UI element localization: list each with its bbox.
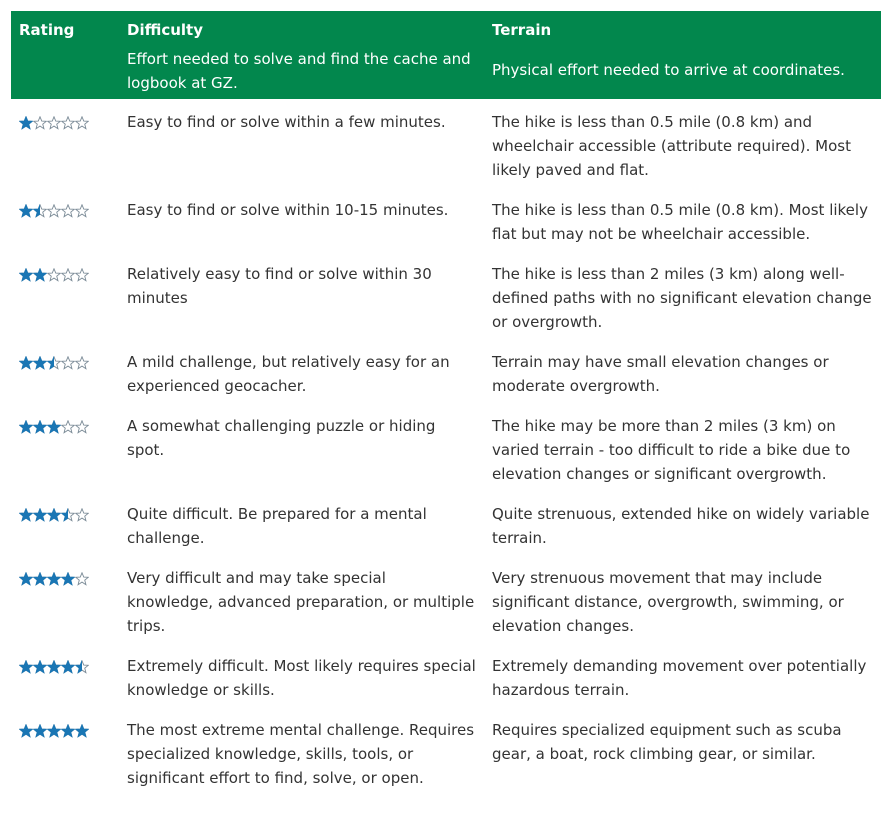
star-full-icon xyxy=(47,572,61,586)
star-half-icon xyxy=(61,508,75,522)
star-empty-icon xyxy=(61,204,75,218)
table-row xyxy=(11,491,881,555)
star-full-icon xyxy=(61,724,75,738)
star-full-icon xyxy=(47,660,61,674)
star-full-icon xyxy=(19,116,33,130)
difficulty-cell: Easy to find or solve within 10-15 minutes. xyxy=(127,201,449,219)
rating-cell xyxy=(11,339,119,403)
star-empty-icon xyxy=(61,116,75,130)
terrain-cell: Terrain may have small elevation changes or moderate overgrowth. xyxy=(492,353,829,395)
star-full-icon xyxy=(19,268,33,282)
star-full-icon xyxy=(33,356,47,370)
table-row xyxy=(11,403,881,491)
star-full-icon xyxy=(33,572,47,586)
table-body xyxy=(11,99,881,795)
table-row xyxy=(11,99,881,187)
star-empty-icon xyxy=(47,116,61,130)
star-half-icon xyxy=(47,356,61,370)
star-full-icon xyxy=(19,660,33,674)
star-full-icon xyxy=(33,420,47,434)
table-row xyxy=(11,187,881,251)
star-rating xyxy=(19,356,89,370)
table-row xyxy=(11,643,881,707)
star-empty-icon xyxy=(75,356,89,370)
header-rating-desc xyxy=(11,47,119,99)
star-rating xyxy=(19,660,89,674)
star-empty-icon xyxy=(61,420,75,434)
difficulty-cell: Quite difficult. Be prepared for a mental challenge. xyxy=(127,505,427,547)
star-full-icon xyxy=(19,204,33,218)
rating-cell xyxy=(11,251,119,339)
difficulty-cell: Easy to find or solve within a few minutes. xyxy=(127,113,446,131)
table-row xyxy=(11,707,881,795)
star-rating xyxy=(19,204,89,218)
difficulty-cell: Relatively easy to find or solve within 30 minutes xyxy=(127,265,432,307)
star-full-icon xyxy=(61,572,75,586)
table-row xyxy=(11,339,881,403)
star-empty-icon xyxy=(61,356,75,370)
rating-cell xyxy=(11,643,119,707)
terrain-cell: Very strenuous movement that may include significant distance, overgrowth, swimming, or elevation changes. xyxy=(492,569,844,635)
star-full-icon xyxy=(61,660,75,674)
star-empty-icon xyxy=(75,420,89,434)
header-difficulty-desc: Effort needed to solve and find the cache and logbook at GZ. xyxy=(127,50,471,92)
difficulty-cell: A mild challenge, but relatively easy for an experienced geocacher. xyxy=(127,353,450,395)
star-empty-icon xyxy=(47,268,61,282)
star-empty-icon xyxy=(33,116,47,130)
star-full-icon xyxy=(47,420,61,434)
difficulty-cell: A somewhat challenging puzzle or hiding spot. xyxy=(127,417,436,459)
rating-cell xyxy=(11,187,119,251)
star-full-icon xyxy=(33,268,47,282)
difficulty-cell: Very difficult and may take special knowledge, advanced preparation, or multiple trips. xyxy=(127,569,475,635)
star-empty-icon xyxy=(75,204,89,218)
star-full-icon xyxy=(75,724,89,738)
table-row xyxy=(11,251,881,339)
terrain-cell: The hike is less than 0.5 mile (0.8 km). Most likely flat but may not be wheelchair accessible. xyxy=(492,201,868,243)
star-full-icon xyxy=(19,572,33,586)
difficulty-cell: Extremely difficult. Most likely requires special knowledge or skills. xyxy=(127,657,476,699)
rating-cell xyxy=(11,403,119,491)
header-terrain: Terrain xyxy=(492,21,552,39)
header-difficulty: Difficulty xyxy=(127,21,203,39)
table-header xyxy=(11,11,881,99)
terrain-cell: Extremely demanding movement over potentially hazardous terrain. xyxy=(492,657,867,699)
star-empty-icon xyxy=(75,116,89,130)
star-rating xyxy=(19,420,89,434)
terrain-cell: The hike is less than 2 miles (3 km) along well-defined paths with no significant elevation change or overgrowth. xyxy=(492,265,872,331)
terrain-cell: The hike is less than 0.5 mile (0.8 km) and wheelchair accessible (attribute required). Most likely paved and flat. xyxy=(492,113,851,179)
header-rating: Rating xyxy=(19,21,75,39)
star-rating xyxy=(19,508,89,522)
terrain-cell: Requires specialized equipment such as scuba gear, a boat, rock climbing gear, or similar. xyxy=(492,721,842,763)
star-full-icon xyxy=(19,508,33,522)
star-full-icon xyxy=(47,724,61,738)
star-empty-icon xyxy=(75,508,89,522)
rating-cell xyxy=(11,707,119,795)
star-rating xyxy=(19,268,89,282)
star-half-icon xyxy=(33,204,47,218)
rating-cell xyxy=(11,491,119,555)
star-half-icon xyxy=(75,660,89,674)
star-empty-icon xyxy=(61,268,75,282)
header-terrain-desc: Physical effort needed to arrive at coordinates. xyxy=(492,61,845,79)
rating-table xyxy=(11,11,881,795)
star-full-icon xyxy=(19,420,33,434)
star-empty-icon xyxy=(75,572,89,586)
terrain-cell: The hike may be more than 2 miles (3 km) on varied terrain - too difficult to ride a bike due to elevation changes or significant overgrowth. xyxy=(492,417,851,483)
table-row xyxy=(11,555,881,643)
star-full-icon xyxy=(33,508,47,522)
star-full-icon xyxy=(19,356,33,370)
star-empty-icon xyxy=(47,204,61,218)
terrain-cell: Quite strenuous, extended hike on widely variable terrain. xyxy=(492,505,870,547)
rating-cell xyxy=(11,99,119,187)
star-rating xyxy=(19,572,89,586)
difficulty-cell: The most extreme mental challenge. Requires specialized knowledge, skills, tools, or significant effort to find, solve, or open. xyxy=(127,721,475,787)
rating-cell xyxy=(11,555,119,643)
star-rating xyxy=(19,116,89,130)
star-full-icon xyxy=(33,724,47,738)
star-full-icon xyxy=(33,660,47,674)
star-rating xyxy=(19,724,89,738)
star-empty-icon xyxy=(75,268,89,282)
star-full-icon xyxy=(47,508,61,522)
star-full-icon xyxy=(19,724,33,738)
